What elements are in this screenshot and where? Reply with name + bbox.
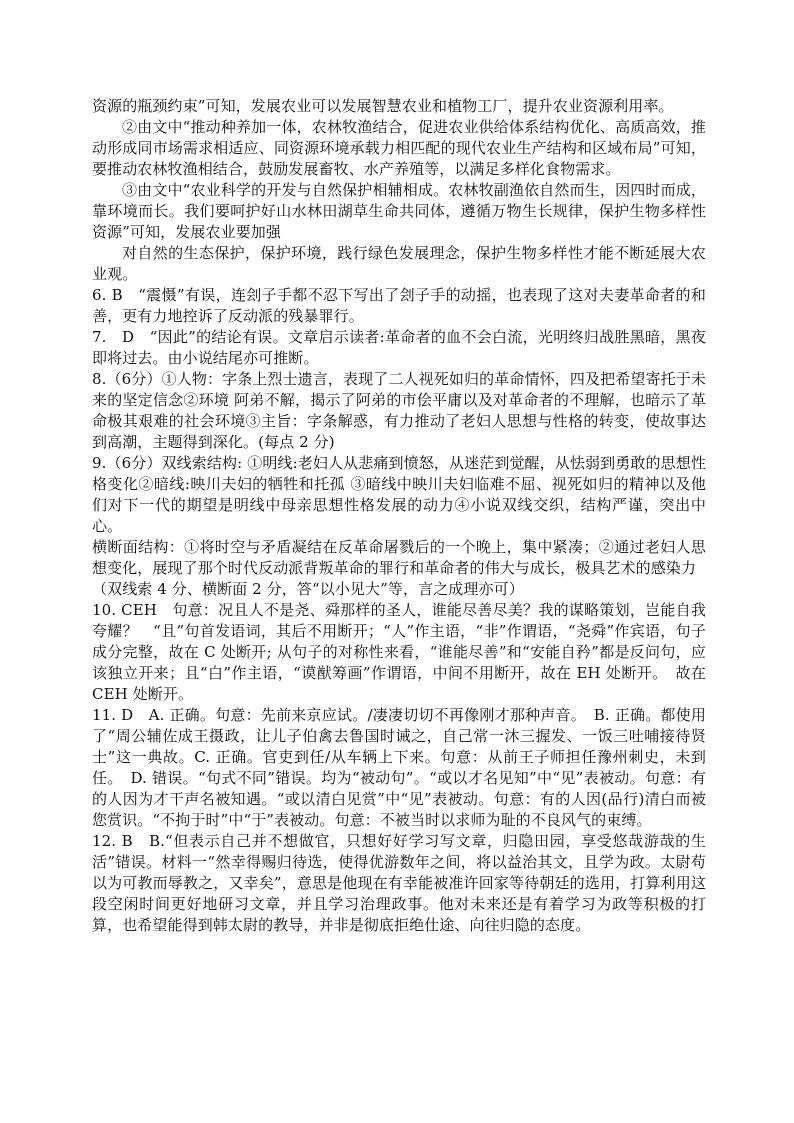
answer-9-scoring: （双线索 4 分、横断面 2 分，答“以小见大”等，言之成理亦可） <box>92 580 524 598</box>
answer-document <box>92 96 706 936</box>
answer-10: 10. CEH 句意：况且人不是尧、舜那样的圣人，谁能尽善尽美？我的谋略策划，岂能自我夸耀？ “且”句首发语词，其后不用断开；“人”作主语，“非”作谓语，“尧舜”作宾语，句子成分完整，故在 C 处断开; 从句子的对称性来看，“谁能尽善”和“安能自矜”都是反问句，应该独立开来；且“白”作主语，“谟猷筹画”作谓语，中间不用断开，故在 EH 处断开。 故在 CEH 处断开。 <box>92 601 706 703</box>
paragraph-resource-bottleneck: 资源的瓶颈约束”可知，发展农业可以发展智慧农业和植物工厂，提升农业资源利用率。 <box>92 97 674 115</box>
answer-8: 8.（6分）①人物：字条上烈士遗言，表现了二人视死如归的革命情怀，四及把希望寄托于未来的坚定信念②环境 阿弟不解，揭示了阿弟的市侩平庸以及对革命者的不理解，也暗示了革命极其艰难的社会环境③主旨：字条解惑，有力推动了老妇人思想与性格的转变，使故事达到高潮，主题得到深化。(每点 2 分) <box>92 370 706 451</box>
answer-6: 6. B “震慑”有误，连刽子手都不忍下写出了刽子手的动摇，也表现了这对夫妻革命者的和善，更有力地控诉了反动派的残暴罪行。 <box>92 286 706 325</box>
answer-9-cross-section: 横断面结构：①将时空与矛盾凝结在反革命屠戮后的一个晚上，集中紧凑；②通过老妇人思想变化，展现了那个时代反动派背叛革命的罪行和革命者的伟大与成长，极具艺术的感染力 <box>92 538 706 577</box>
answer-12: 12. B B.“但表示自己并不想做官，只想好好学习写文章，归隐田园，享受悠哉游哉的生活”错误。材料一“然幸得赐归待选，使得优游数年之间，将以益治其文，且学为政。太尉苟以为可教而辱教之，又幸矣”，意思是他现在有幸能被准许回家等待朝廷的选用，打算利用这段空闲时间更好地研习文章，并且学习治理政事。他对未来还是有着学习为政等积极的打算，也希望能得到韩太尉的教导，并非是彻底拒绝仕途、向往归隐的态度。 <box>92 832 706 934</box>
paragraph-ecology: 对自然的生态保护，保护环境，践行绿色发展理念，保护生物多样性才能不断延展大农业观。 <box>92 244 706 283</box>
answer-11: 11. D A. 正确。句意：先前来京应试。/凄凄切切不再像刚才那种声音。 B. 正确。都使用了“周公辅佐成王摄政，让儿子伯禽去鲁国时诫之，自己常一沐三握发、一饭三吐哺接待贤士”这一典故。C. 正确。官吏到任/从车辆上下来。句意：从前王子师担任豫州刺史，未到任。 D. 错误。“句式不同”错误。均为“被动句”。“或以才名见知”中“见”表被动。句意：有的人因为才干声名被知遇。“或以清白见赏”中“见”表被动。句意：有的人因(品行)清白而被您赏识。“不拘于时”中“于”表被动。句意：不被当时以求师为耻的不良风气的束缚。 <box>92 706 706 829</box>
answer-7: 7. D “因此”的结论有误。文章启示读者:革命者的血不会白流，光明终归战胜黑暗，黑夜即将过去。由小说结尾亦可推断。 <box>92 328 706 367</box>
answer-9: 9.（6分）双线索结构: ①明线:老妇人从悲痛到愤怒，从迷茫到觉醒，从怯弱到勇敢的思想性格变化②暗线:映川夫妇的牺牲和托孤 ③暗线中映川夫妇临难不屈、视死如归的精神以及他们对下一代的期望是明线中母亲思想性格发展的动力④小说双线交织，结构严谨，突出中心。 <box>92 454 706 535</box>
paragraph-point-3: ③由文中“农业科学的开发与自然保护相辅相成。农林牧副渔依自然而生，因四时而成，靠环境而长。我们要呵护好山水林田湖草生命共同体，遵循万物生长规律，保护生物多样性资源”可知，发展农业要加强 <box>92 181 706 241</box>
paragraph-point-2: ②由文中“推动种养加一体，农林牧渔结合，促进农业供给体系结构优化、高质高效，推动形成同市场需求相适应、同资源环境承载力相匹配的现代农业生产结构和区域布局”可知，要推动农林牧渔相结合，鼓励发展畜牧、水产养殖等，以满足多样化食物需求。 <box>92 118 706 178</box>
